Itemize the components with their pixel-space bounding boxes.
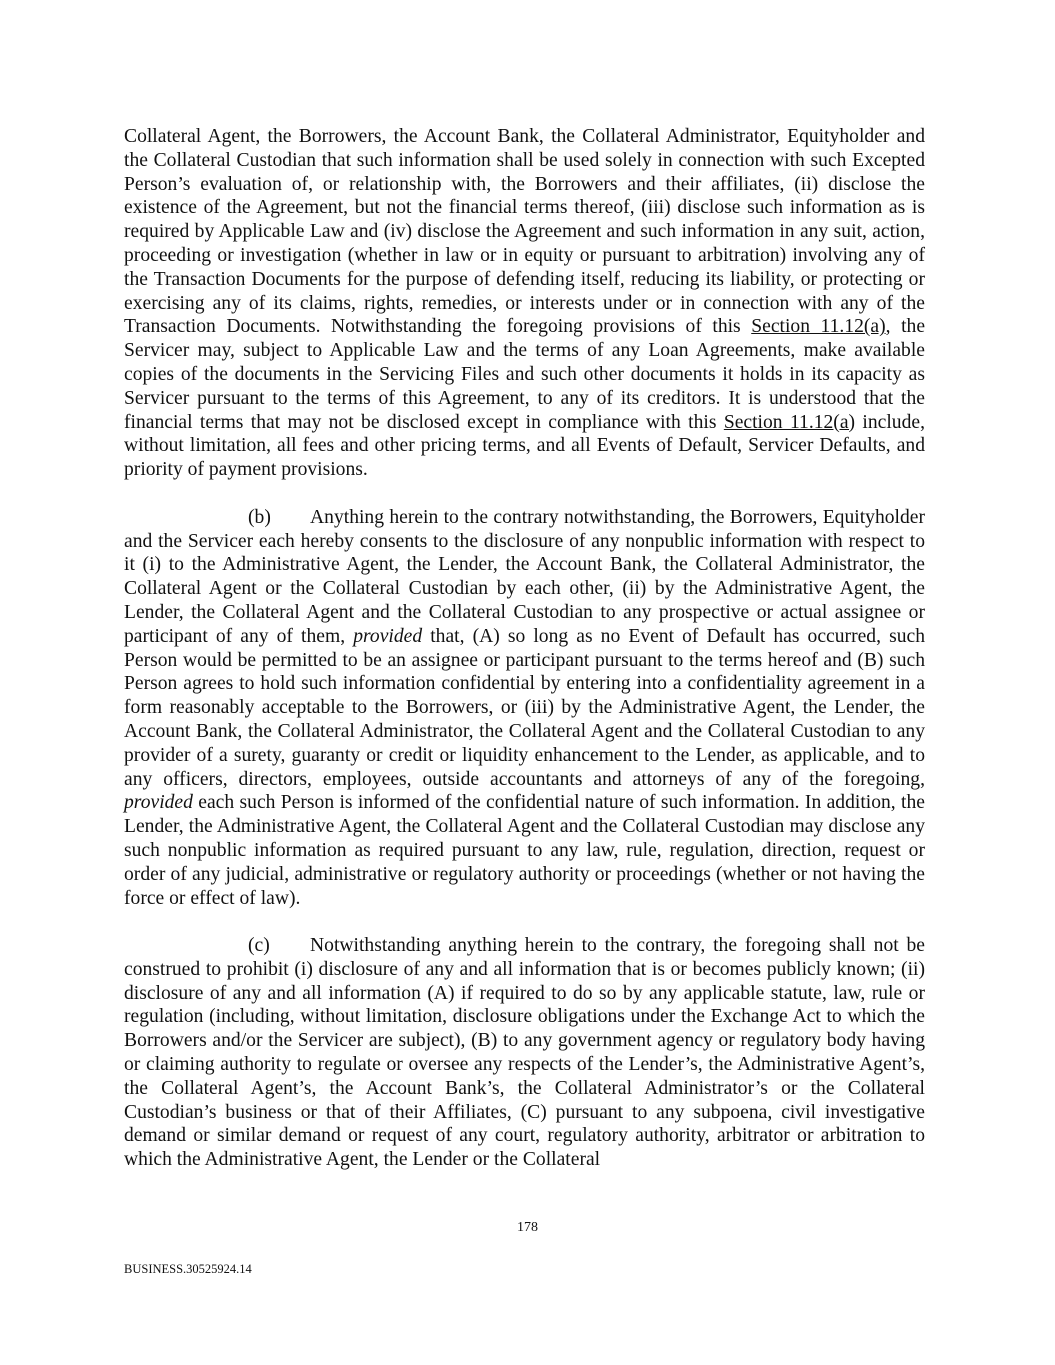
emphasis: provided: [353, 625, 423, 647]
paragraph-a: Collateral Agent, the Borrowers, the Account Bank, the Collateral Administrator, Equityholder and the Collateral Custodian that such information shall be used solely in connection with such Excepted Person’s evaluation of, or relationship with, the Borrowers and their affiliates, (ii) disclose the existence of the Agreement, but not the financial terms thereof, (iii) disclose such information as is required by Applicable Law and (iv) disclose the Agreement and such information in any suit, action, proceeding or investigation (whether in law or in equity or pursuant to arbitration) involving any of the Transaction Documents for the purpose of defending itself, reducing its liability, or protecting or exercising any of its claims, rights, remedies, or interests under or in connection with any of the Transaction Documents. Notwithstanding the foregoing provisions of this Section 11.12(a), the Servicer may, subject to Applicable Law and the terms of any Loan Agreements, make available copies of the documents in the Servicing Files and such other documents it holds in its capacity as Servicer pursuant to the terms of this Agreement, to any of its creditors. It is understood that the financial terms that may not be disclosed except in compliance with this Section 11.12(a) include, without limitation, all fees and other pricing terms, and all Events of Default, Servicer Defaults, and priority of payment provisions.: [124, 126, 926, 481]
section-reference: Section 11.12(a): [751, 316, 886, 338]
document-body: [124, 125, 925, 1196]
section-reference: Section 11.12(a): [723, 411, 856, 433]
page-number: 178: [517, 1220, 538, 1235]
emphasis: provided: [124, 792, 193, 814]
clause-label: (c): [248, 935, 270, 957]
paragraph-b: (b) Anything herein to the contrary notwithstanding, the Borrowers, Equityholder and the Servicer each hereby consents to the disclosure of any nonpublic information with respect to it (i) to the Administrative Agent, the Lender, the Account Bank, the Collateral Administrator, the Collateral Agent or the Collateral Custodian by each other, (ii) by the Administrative Agent, the Lender, the Collateral Agent and the Collateral Custodian to any prospective or actual assignee or participant of any of them, provided that, (A) so long as no Event of Default has occurred, such Person would be permitted to be an assignee or participant pursuant to the terms hereof and (B) such Person agrees to hold such information confidential by entering into a confidentiality agreement in a form reasonably acceptable to the Borrowers, or (iii) by the Administrative Agent, the Lender, the Account Bank, the Collateral Administrator, the Collateral Agent and the Collateral Custodian to any provider of a surety, guaranty or credit or liquidity enhancement to the Lender, as applicable, and to any officers, directors, employees, outside accountants and attorneys of any of the foregoing, provided each such Person is informed of the confidential nature of such information. In addition, the Lender, the Administrative Agent, the Collateral Agent and the Collateral Custodian may disclose any such nonpublic information as required pursuant to any law, rule, regulation, direction, request or order of any judicial, administrative or regulatory authority or proceedings (whether or not having the force or effect of law).: [124, 506, 925, 909]
clause-label: (b): [248, 506, 271, 528]
document-id: BUSINESS.30525924.14: [124, 1262, 252, 1276]
paragraph-c: (c) Notwithstanding anything herein to the contrary, the foregoing shall not be construed to prohibit (i) disclosure of any and all information that is or becomes publicly known; (ii) disclosure of any and all information (A) if required to do so by any applicable statute, law, rule or regulation (including, without limitation, disclosure obligations under the Exchange Act to which the Borrowers and/or the Servicer are subject), (B) to any government agency or regulatory body having or claiming authority to regulate or oversee any respects of the Lender’s, the Administrative Agent’s, the Collateral Agent’s, the Account Bank’s, the Collateral Administrator’s or the Collateral Custodian’s business or that of their Affiliates, (C) pursuant to any subpoena, civil investigative demand or similar demand or request of any court, regulatory authority, arbitrator or arbitration to which the Administrative Agent, the Lender or the Collateral: [124, 935, 925, 1171]
